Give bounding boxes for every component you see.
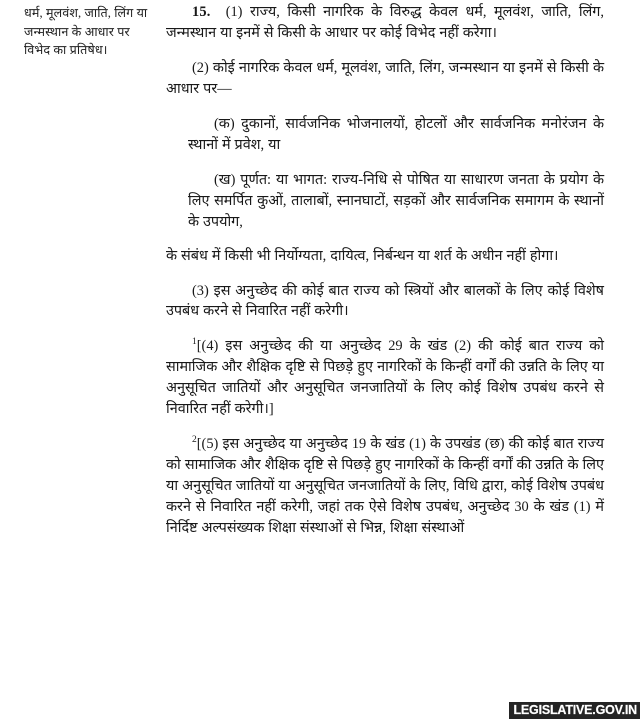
clause-1-paragraph — [166, 2, 604, 44]
clause-3-text: इस अनुच्छेद की कोई बात राज्य को स्त्रियों और बालकों के लिए कोई विशेष उपबंध करने से निवारित नहीं करेगी। — [166, 282, 604, 320]
clause-4-number: (4) — [201, 338, 219, 355]
subclause-ka-number: (क) — [214, 115, 235, 132]
footnote-marker-2: 2 — [192, 435, 197, 446]
subclause-ka-paragraph — [188, 114, 604, 156]
clause-2-continuation-paragraph — [166, 246, 604, 267]
clause-3-number: (3) — [192, 282, 209, 299]
subclause-kha-text: पूर्णत: या भागत: राज्य-निधि से पोषित या साधारण जनता के प्रयोग के लिए समर्पित कुओं, तालाबों, स्नानघाटों, सड़कों और सार्वजनिक समागम के स्थानों के उपयोग, — [188, 171, 604, 230]
clause-2-number: (2) — [192, 59, 209, 76]
clause-4-open-bracket: [ — [196, 338, 202, 355]
source-watermark: LEGISLATIVE.GOV.IN — [509, 702, 640, 719]
clause-5-open-bracket: [ — [196, 436, 202, 453]
clause-5-number: (5) — [201, 436, 219, 453]
article-number: 15. — [192, 4, 211, 20]
margin-note: धर्म, मूलवंश, जाति, लिंग या जन्मस्थान के आधार पर विभेद का प्रतिषेध। — [24, 6, 148, 57]
subclause-kha-number: (ख) — [214, 171, 236, 188]
clause-2-continuation-text: के संबंध में किसी भी निर्योग्यता, दायित्व, निर्बन्धन या शर्त के अधीन नहीं होगा। — [166, 247, 559, 264]
clause-5-paragraph — [166, 434, 604, 539]
clause-3-paragraph — [166, 281, 604, 323]
main-text-column — [166, 2, 604, 539]
clause-1-number: (1) — [225, 4, 243, 20]
footnote-marker-1: 1 — [192, 337, 197, 348]
clause-4-paragraph — [166, 336, 604, 420]
clause-2-paragraph — [166, 58, 604, 100]
clause-4-text: इस अनुच्छेद की या अनुच्छेद 29 के खंड (2) की कोई बात राज्य को सामाजिक और शैक्षिक दृष्टि से पिछड़े हुए नागरिकों के किन्हीं वर्गों की उन्नति के लिए या अनुसूचित जातियों और अनुसूचित जनजातियों के लिए कोई विशेष उपबंध करने से निवारित नहीं करेगी।] — [166, 338, 604, 418]
subclause-kha-paragraph — [188, 170, 604, 233]
clause-1-text: राज्य, किसी नागरिक के विरुद्ध केवल धर्म, मूलवंश, जाति, लिंग, जन्मस्थान या इनमें से किसी के आधार पर कोई विभेद नहीं करेगा। — [166, 4, 604, 41]
clause-5-text: इस अनुच्छेद या अनुच्छेद 19 के खंड (1) के उपखंड (छ) की कोई बात राज्य को सामाजिक और शैक्षिक दृष्टि से पिछड़े हुए नागरिकों के किन्हीं वर्गों की उन्नति के लिए या अनुसूचित जातियों या अनुसूचित जनजातियों के लिए, विधि द्वारा, कोई विशेष उपबंध करने से निवारित नहीं करेगी, जहां तक ऐसे विशेष उपबंध, अनुच्छेद 30 के खंड (1) में निर्दिष्ट अल्पसंख्यक शिक्षा संस्थाओं से भिन्न, शिक्षा संस्थाओं — [166, 436, 604, 537]
clause-2-text: कोई नागरिक केवल धर्म, मूलवंश, जाति, लिंग, जन्मस्थान या इनमें से किसी के आधार पर— — [166, 59, 604, 97]
subclause-ka-text: दुकानों, सार्वजनिक भोजनालयों, होटलों और सार्वजनिक मनोरंजन के स्थानों में प्रवेश, या — [188, 115, 605, 153]
